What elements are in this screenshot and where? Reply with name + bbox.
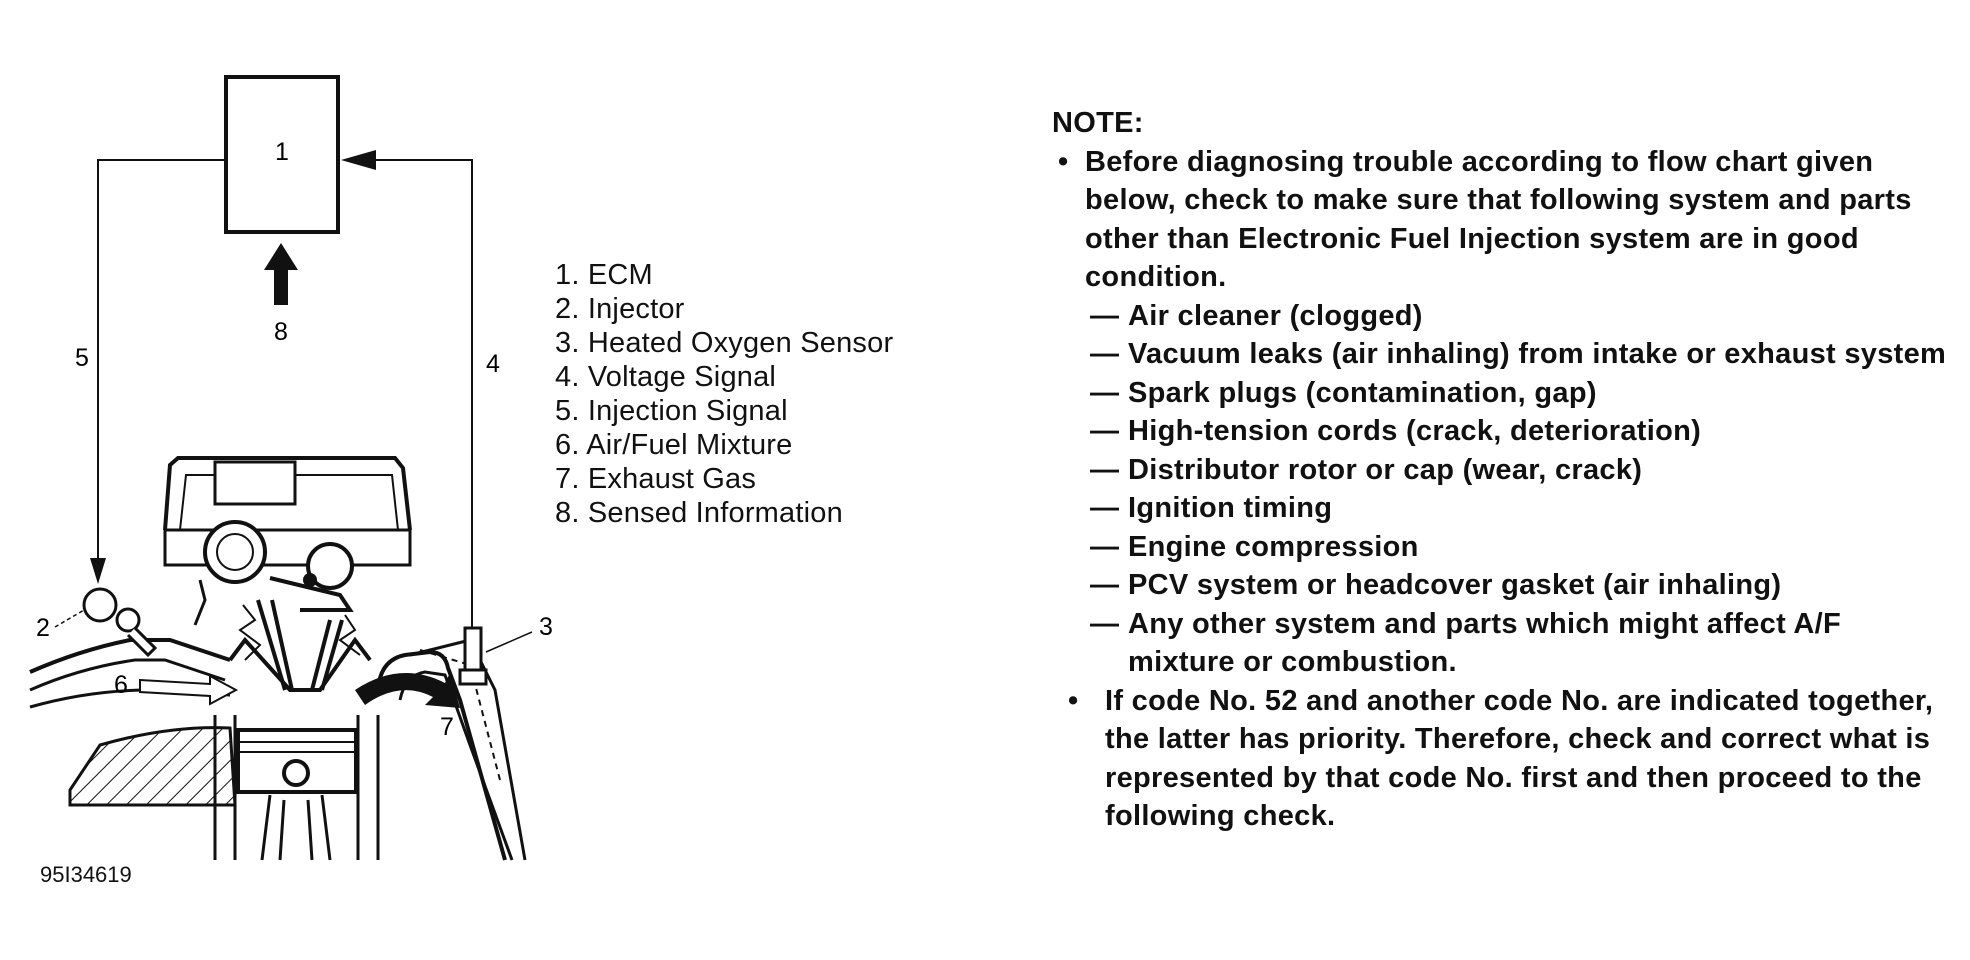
injector-number: 2: [36, 614, 50, 642]
bullet-icon: •: [1058, 145, 1069, 178]
dash-icon: —: [1090, 299, 1120, 332]
check-text: High-tension cords (crack, deterioration): [1128, 415, 1702, 447]
oxygen-sensor-base: [460, 670, 486, 684]
bullet-text: Before diagnosing trouble according to flow chart given below, check to make sure that following system and parts other than Electronic Fuel Injection system are in good condition.: [1085, 145, 1912, 293]
legend-item: 2. Injector: [555, 293, 685, 325]
dash-icon: —: [1090, 569, 1120, 601]
sensed-information-arrow: [264, 243, 298, 305]
check-list: [1078, 297, 1950, 682]
legend-item: 8. Sensed Information: [555, 497, 843, 529]
exhaust-flow-arrow: [355, 673, 460, 708]
check-item: [1078, 489, 1950, 528]
legend-item: 4. Voltage Signal: [555, 361, 777, 393]
engine-cross-section: [30, 458, 525, 860]
injector-body: [84, 589, 116, 621]
mixture-number: 6: [114, 671, 128, 699]
check-item: [1078, 566, 1950, 605]
check-item: [1078, 374, 1950, 413]
check-text: Vacuum leaks (air inhaling) from intake or exhaust system: [1128, 338, 1947, 370]
legend-item: 3. Heated Oxygen Sensor: [555, 327, 894, 359]
injector-leader: [55, 610, 84, 627]
check-text: Any other system and parts which might affect A/F mixture or combustion.: [1128, 607, 1841, 678]
oxygen-sensor-leader: [486, 632, 532, 652]
dash-icon: —: [1090, 607, 1120, 640]
dash-icon: —: [1090, 415, 1120, 447]
check-text: Engine compression: [1128, 530, 1419, 563]
voltage-signal-number: 4: [486, 350, 500, 378]
check-item: [1078, 297, 1950, 336]
note-bullet: [1060, 682, 1950, 836]
legend-item: 5. Injection Signal: [555, 395, 788, 427]
note-block: [1050, 104, 1950, 836]
bullet-icon: •: [1068, 684, 1079, 717]
sensed-info-number: 8: [274, 318, 288, 346]
check-item: [1078, 412, 1950, 451]
dash-icon: —: [1090, 338, 1120, 370]
exhaust-number: 7: [440, 713, 454, 741]
dash-icon: —: [1090, 492, 1120, 524]
check-text: Air cleaner (clogged): [1128, 299, 1423, 332]
injection-signal-number: 5: [75, 344, 89, 372]
legend-item: 1. ECM: [555, 259, 653, 291]
ecm-number: 1: [275, 138, 289, 166]
dash-icon: —: [1090, 530, 1120, 563]
voltage-signal-arrowhead: [341, 150, 376, 170]
dash-icon: —: [1090, 376, 1120, 409]
figure-id: 95I34619: [40, 862, 132, 887]
diagram-legend: [555, 258, 893, 530]
check-item: [1078, 335, 1950, 374]
check-text: Distributor rotor or cap (wear, crack): [1128, 453, 1643, 486]
injection-signal-arrowhead: [90, 558, 106, 584]
legend-item: 6. Air/Fuel Mixture: [555, 429, 793, 461]
oxygen-sensor-number: 3: [539, 613, 553, 641]
note-bullet: [1050, 143, 1950, 297]
bullet-text: If code No. 52 and another code No. are indicated together, the latter has priority. Therefore, check and correct what is represented by that code No. first and then proceed to the following check.: [1105, 684, 1934, 832]
dash-icon: —: [1090, 453, 1120, 486]
check-item: [1078, 451, 1950, 490]
check-item: [1078, 605, 1950, 682]
legend-item: 7. Exhaust Gas: [555, 463, 757, 495]
check-text: Ignition timing: [1128, 492, 1333, 524]
check-item: [1078, 528, 1950, 567]
check-text: PCV system or headcover gasket (air inhaling): [1128, 569, 1782, 601]
check-text: Spark plugs (contamination, gap): [1128, 376, 1597, 409]
note-heading: NOTE:: [1052, 107, 1144, 139]
oxygen-sensor: [465, 628, 481, 670]
